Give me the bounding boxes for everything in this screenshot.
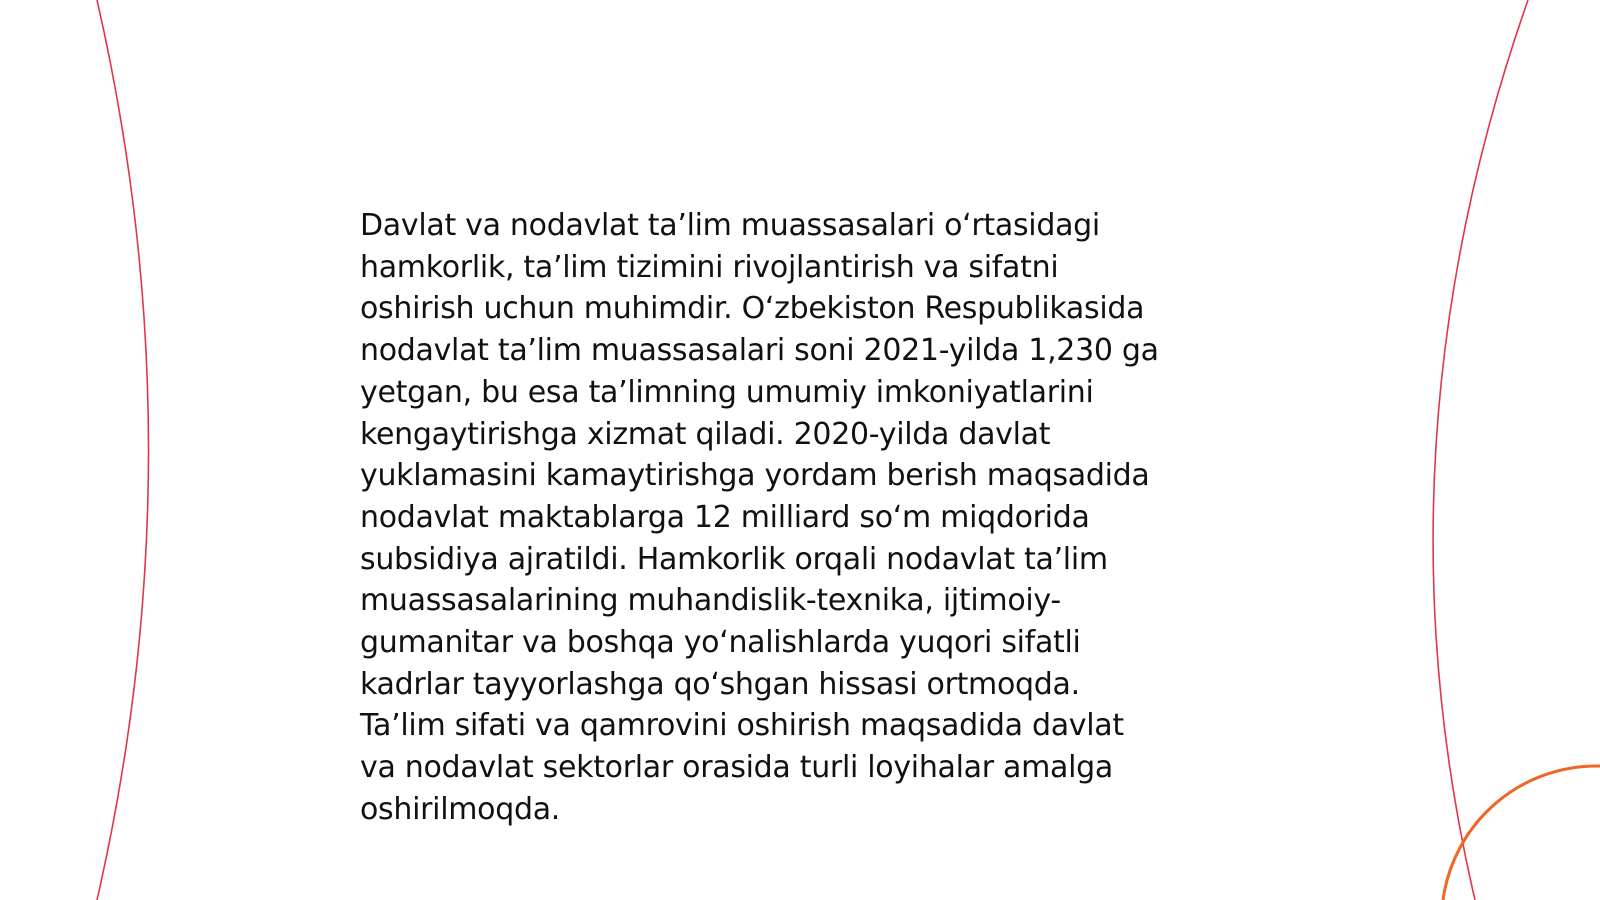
orange-circle-arc bbox=[1443, 766, 1600, 900]
body-paragraph: Davlat va nodavlat ta’lim muassasalari o‘rtasidagi hamkorlik, ta’lim tizimini rivojlantirish va sifatni oshirish uchun muhimdir. O‘zbekiston Respublikasida nodavlat ta’lim muassasalari soni 2021-yilda 1,230 ga yetgan, bu esa ta’limning umumiy imkoniyatlarini kengaytirishga xizmat qiladi. 2020-yilda davlat yuklamasini kamaytirishga yordam berish maqsadida nodavlat maktablarga 12 milliard so‘m miqdorida subsidiya ajratildi. Hamkorlik orqali nodavlat ta’lim muassasalarining muhandislik-texnika, ijtimoiy- gumanitar va boshqa yo‘nalishlarda yuqori sifatli kadrlar tayyorlashga qo‘shgan hissasi ortmoqda. Ta’lim sifati va qamrovini oshirish maqsadida davlat va nodavlat sektorlar orasida turli loyihalar amalga oshirilmoqda. bbox=[360, 208, 1159, 827]
right-curve-line bbox=[1433, 0, 1528, 900]
left-curve-line bbox=[97, 0, 149, 900]
